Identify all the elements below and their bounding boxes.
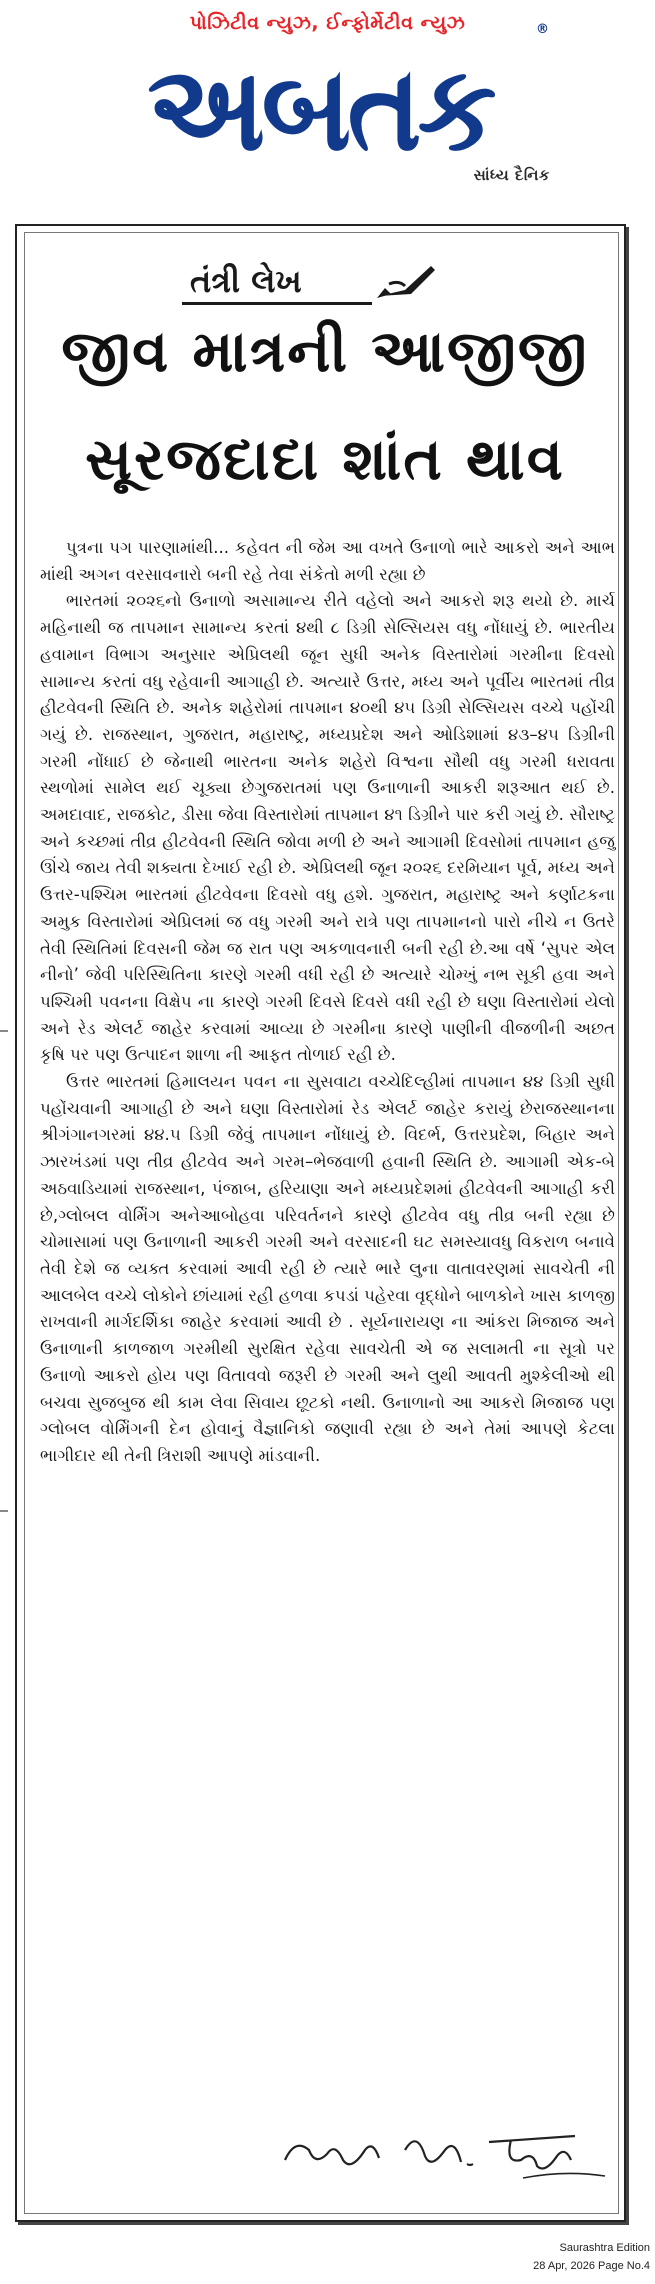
kicker-label: તંત્રી લેખ (190, 262, 302, 300)
editor-signature (275, 2120, 615, 2190)
masthead-tagline: પોઝિટીવ ન્યુઝ, ઈન્ફોર્મેટીવ ન્યુઝ (189, 12, 466, 34)
headline-line-2: સૂરજદાદા શાંત થાવ (85, 425, 565, 493)
logo-graphic (100, 40, 540, 158)
editorial-kicker (170, 258, 470, 308)
newspaper-logo (100, 40, 540, 158)
edition-label: Saurashtra Edition (559, 2242, 650, 2254)
masthead (0, 0, 655, 196)
article-paragraph: ઉત્તર ભારતમાં હિમાલયન પવન ના સુસવાટા વચ્ચેદિલ્હીમાં તાપમાન ૪૪ ડિગ્રી સુધી પહોંચવાની આગાહી છે અને ઘણા વિસ્તારોમાં રેડ એલર્ટ જાહેર કરાયું છેરાજસ્થાનના શ્રીગંગાનગરમાં ૪૪.૫ ડિગ્રી જેવું તાપમાન નોંધાયું છે. વિદર્ભ, ઉત્તરપ્રદેશ, બિહાર અને ઝારખંડમાં પણ તીવ્ર હીટવેવ અને ગરમ–ભેજવાળી હવાની સ્થિતિ છે. આગામી એક-બે અઠવાડિયામાં રાજસ્થાન, પંજાબ, હરિયાણા અને મધ્યપ્રદેશમાં હીટવેવની આગાહી કરી છે,ગ્લોબલ વોર્મિંગ અનેઆબોહવા પરિવર્તનને કારણે હીટવેવ વધુ તીવ્ર બની રહ્યા છે ચોમાસામાં પણ ઉનાળાની આકરી ગરમી અને વરસાદની ઘટ સમસ્યાવધુ વિકરાળ બનાવે તેવી દેશે જ વ્યક્ત કરવામાં આવી રહી છે ત્યારે ભારે લુના વાતાવરણમાં સાવચેતી ની આલબેલ વચ્ચે લોકોને છાંયામાં રહી હળવા કપડાં પહેરવા વૃદ્ધોને બાળકોને ખાસ કાળજી રાખવાની માર્ગદર્શિકા જાહેર કરવામાં આવી છે . સૂર્યનારાયણ ના આંકરા મિજાજ અને ઉનાળાની કાળજાળ ગરમીથી સુરક્ષિત રહેવા સાવચેતી એ જ સલામતી ના સૂત્રો પર ઉનાળો આકરો હોય પણ વિતાવવો જરૂરી છે ગરમી અને લુથી આવતી મુશ્કેલીઓ થી બચવા સુજબુજ થી કામ લેવા સિવાય છૂટકો નથી. ઉનાળાનો આ આકરો મિજાજ પણ ગ્લોબલ વોર્મિંગની દેન હોવાનું વૈજ્ઞાનિકો જણાવી રહ્યા છે અને તેમાં આપણે કેટલા ભાગીદાર થી તેની ત્રિરાશી આપણે માંડવાની. (40, 1072, 615, 1465)
headline-line-1: જીવ માત્રની આજીજી (61, 317, 589, 385)
kicker-underline (182, 302, 372, 305)
margin-tick (0, 1510, 8, 1512)
margin-tick (0, 1030, 8, 1032)
logo-text: અબતક (147, 40, 493, 158)
article-body (40, 535, 615, 1470)
article-paragraph: પુત્રના પગ પારણામાંથી... કહેવત ની જેમ આ વખતે ઉનાળો ભારે આકરો અને આભ માંથી અગન વરસાવનારો બની રહે તેવા સંકેતો મળી રહ્યા છે (40, 538, 615, 584)
date-page-label: 28 Apr, 2026 Page No.4 (533, 2260, 650, 2272)
article-paragraph: ભારતમાં ૨૦૨૬નો ઉનાળો અસામાન્ય રીતે વહેલો અને આકરો શરૂ થયો છે. માર્ચ મહિનાથી જ તાપમાન સામાન્ય કરતાં ૪થી ૮ ડિગ્રી સેલ્સિયસ વધુ નોંધાયું છે. ભારતીય હવામાન વિભાગ અનુસાર એપ્રિલથી જૂન સુધી અનેક વિસ્તારોમાં ગરમીના દિવસો સામાન્ય કરતાં વધુ રહેવાની આગાહી છે. અત્યારે ઉત્તર, મધ્ય અને પૂર્વીય ભારતમાં તીવ્ર હીટવેવની સ્થિતિ છે. અનેક શહેરોમાં તાપમાન ૪૦થી ૪૫ ડિગ્રી સેલ્સિયસ વચ્ચે પહોંચી ગયું છે. રાજસ્થાન, ગુજરાત, મહારાષ્ટ્ર, મધ્યપ્રદેશ અને ઓડિશામાં ૪૩–૪૫ ડિગ્રીની ગરમી નોંધાઈ છે જેનાથી ભારતના અનેક શહેરો વિશ્વના સૌથી વધુ ગરમી ધરાવતા સ્થળોમાં સામેલ થઈ ચૂક્યા છેગુજરાતમાં પણ ઉનાળાની આકરી શરૂઆત થઈ છે. અમદાવાદ, રાજકોટ, ડીસા જેવા વિસ્તારોમાં તાપમાન ૪૧ ડિગ્રીને પાર કરી ગયું છે. સૌરાષ્ટ્ર અને કચ્છમાં તીવ્ર હીટવેવની સ્થિતિ જોવા મળી છે અને આગામી દિવસોમાં તાપમાન હજુ ઊંચે જાય તેવી શક્યતા દેખાઈ રહી છે. એપ્રિલથી જૂન ૨૦૨૬ દરમિયાન પૂર્વ, મધ્ય અને ઉત્તર-પશ્ચિમ ભારતમાં હીટવેવના દિવસો વધુ હશે. ગુજરાત, મહારાષ્ટ્ર અને કર્ણાટકના અમુક વિસ્તારોમાં એપ્રિલમાં જ વધુ ગરમી અને રાત્રે પણ તાપમાનનો પારો નીચે ન ઉતરે તેવી સ્થિતિમાં દિવસની જેમ જ રાત પણ અકળાવનારી બની રહી છે.આ વર્ષે ‘સુપર એલ નીનો’ જેવી પરિસ્થિતિના કારણે ગરમી વધી રહી છે અત્યારે ચોમ્ખું નભ સૂકી હવા અને પશ્ચિમી પવનના વિક્ષેપ ના કારણે ગરમી દિવસે દિવસે વધી રહી છે ઘણા વિસ્તારોમાં યેલો અને રેડ એલર્ટ જાહેર કરવામાં આવ્યા છે ગરમીના કારણે પાણીની વીજળીની અછત કૃષિ પર પણ ઉત્પાદન શાળા ની આફત તોળાઈ રહી છે. (40, 591, 615, 1065)
masthead-subtitle: સાંધ્ય દૈનિક (473, 166, 550, 184)
registered-mark: ® (536, 22, 549, 37)
pen-writing-icon (375, 260, 437, 300)
